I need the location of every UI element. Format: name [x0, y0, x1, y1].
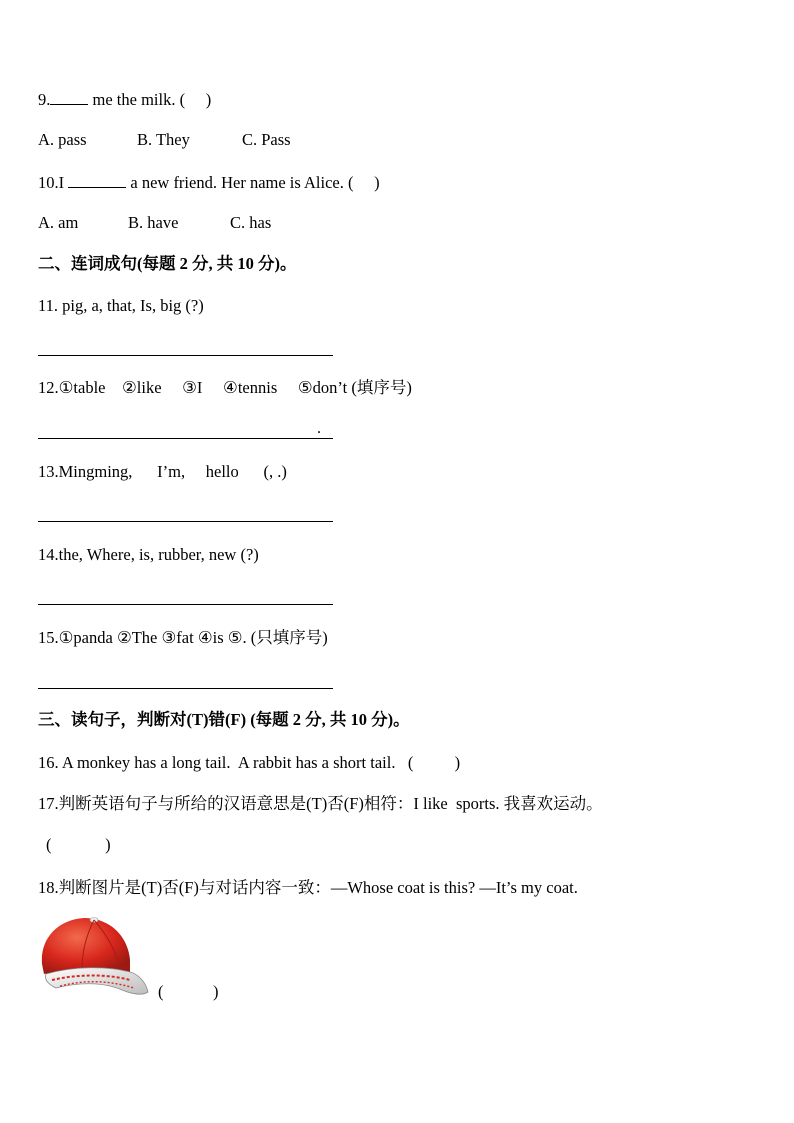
q9-number: 9.: [38, 90, 51, 109]
question-11: 11. pig, a, that, Is, big (?): [38, 296, 204, 315]
question-16: 16. A monkey has a long tail. A rabbit has a short tail. ( ): [38, 753, 461, 772]
q14-answer-line[interactable]: [38, 604, 333, 605]
q13-answer-line[interactable]: [38, 521, 333, 522]
q12-answer-line[interactable]: [38, 438, 333, 439]
question-13: 13.Mingming, I’m, hello (, .): [38, 462, 287, 481]
q10-option-b: B. have: [128, 213, 179, 232]
q10-prefix: 10.I: [38, 173, 69, 192]
q11-answer-line[interactable]: [38, 355, 333, 356]
q12-period: .: [317, 420, 321, 437]
q9-close: ): [185, 90, 212, 109]
q15-answer-line[interactable]: [38, 688, 333, 689]
q9-text: me the milk. (: [88, 90, 186, 109]
q9-blank: [50, 88, 88, 105]
q9-option-a: A. pass: [38, 130, 87, 149]
q10-options: [38, 213, 271, 233]
q10-close: ): [353, 173, 380, 192]
question-9: [38, 88, 211, 110]
section-3-title: 三、读句子，判断对(T)错(F) (每题 2 分, 共 10 分)。: [38, 710, 410, 729]
q9-option-b: B. They: [137, 130, 190, 149]
q18-answer-paren: ( ): [158, 982, 219, 1001]
question-15: 15.①panda ②The ③fat ④is ⑤. (只填序号): [38, 628, 328, 647]
q9-options: [38, 130, 291, 150]
q10-blank: [68, 171, 126, 188]
q10-text: a new friend. Her name is Alice. (: [126, 173, 354, 192]
question-10: [38, 171, 380, 193]
section-2-title: 二、连词成句(每题 2 分, 共 10 分)。: [38, 254, 297, 273]
q10-option-c: C. has: [230, 213, 272, 232]
question-17: 17.判断英语句子与所给的汉语意思是(T)否(F)相符：I like sports. 我喜欢运动。: [38, 794, 603, 813]
question-12: 12.①table ②like ③I ④tennis ⑤don’t (填序号): [38, 378, 412, 397]
q9-option-c: C. Pass: [242, 130, 291, 149]
question-14: 14.the, Where, is, rubber, new (?): [38, 545, 259, 564]
q17-answer-paren: ( ): [46, 835, 111, 854]
red-cap-image: [38, 912, 150, 1005]
question-18: 18.判断图片是(T)否(F)与对话内容一致：—Whose coat is this? —It’s my coat.: [38, 878, 578, 897]
q10-option-a: A. am: [38, 213, 79, 232]
